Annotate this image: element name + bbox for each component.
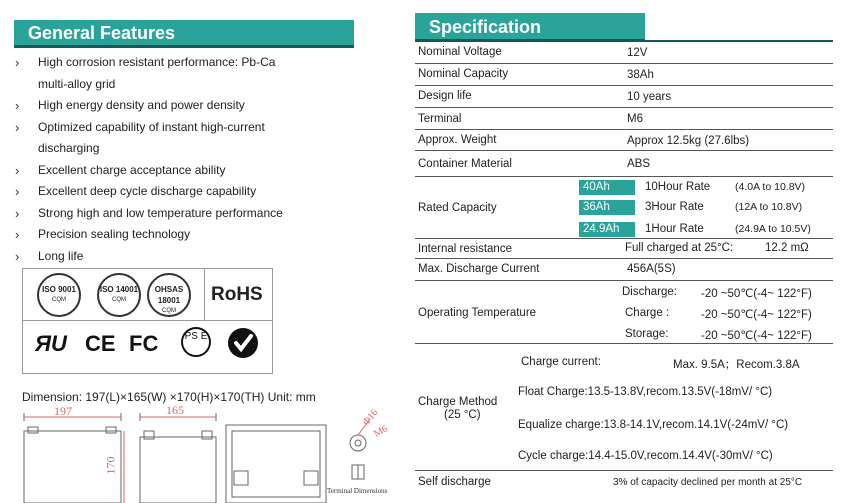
chevron-right-icon: › bbox=[15, 55, 20, 70]
spec-row-operating-temperature: Operating Temperature Discharge: -20 ~50℃(-4~ 122°F) Charge : -20 ~50℃(-4~ 122°F) Storage: -20 ~50℃(-4~ 122°F) bbox=[415, 281, 833, 344]
feature-item: › Precision sealing technology bbox=[12, 224, 322, 246]
chevron-right-icon: › bbox=[15, 205, 20, 221]
fcc-mark-icon: FC bbox=[129, 331, 159, 356]
general-features-header bbox=[14, 20, 354, 48]
chevron-right-icon: › bbox=[15, 119, 20, 135]
certification-box bbox=[22, 268, 273, 374]
spec-row-container: Container Material ABS bbox=[415, 151, 833, 177]
ul-mark-icon: ЯU bbox=[35, 331, 67, 356]
pse-mark-icon: PS E bbox=[181, 327, 211, 357]
dimension-caption: Dimension: 197(L)×165(W) ×170(H)×170(TH) Unit: mm bbox=[22, 390, 316, 404]
general-features-title: General Features bbox=[28, 23, 176, 43]
feature-item: › High energy density and power density bbox=[12, 95, 322, 117]
height-dimension: 170 bbox=[103, 456, 118, 475]
certification-row-top bbox=[23, 269, 272, 321]
capacity-chip: 40Ah bbox=[579, 180, 635, 195]
terminal-dimensions-label: Terminal Dimensions bbox=[327, 487, 388, 495]
iso-14001-seal-icon: ISO 14001 CQM bbox=[97, 273, 141, 317]
terminal-diameter: Φ16 bbox=[360, 407, 381, 428]
spec-row-design-life: Design life 10 years bbox=[415, 86, 833, 108]
spec-row-nominal-voltage: Nominal Voltage 12V bbox=[415, 42, 833, 64]
spec-row-internal-resistance: Internal resistance Full charged at 25°C: 12.2 mΩ bbox=[415, 239, 833, 259]
chevron-right-icon: › bbox=[15, 98, 20, 113]
iso-9001-seal-icon: ISO 9001 CQM bbox=[37, 273, 81, 317]
feature-item: › Excellent charge acceptance ability bbox=[12, 160, 322, 182]
ce-mark-icon: CE bbox=[85, 331, 116, 356]
ohsas-18001-seal-icon: OHSAS 18001 CQM bbox=[147, 273, 191, 317]
features-list bbox=[12, 52, 322, 267]
spec-row-charge-method: Charge Method (25 °C) Charge current: Max. 9.5A；Recom.3.8A Float Charge:13.5-13.8V,recom.13.5V(-18mV/ °C) Equalize charge:13.8-14.1V,recom.14.1V(-24mV/ °C) Cycle charge:14.4-15.0V,recom.14.4V(-30mV/ °C) bbox=[415, 344, 833, 471]
rohs-logo: RoHS bbox=[211, 284, 263, 305]
spec-row-terminal: Terminal M6 bbox=[415, 108, 833, 130]
chevron-right-icon: › bbox=[15, 184, 20, 199]
spec-row-rated-capacity: Rated Capacity 40Ah 10Hour Rate (4.0A to 10.8V) 36Ah 3Hour Rate (12A to 10.8V) 24.9Ah 1Hour Rate (24.9A to 10.5V) bbox=[415, 177, 833, 239]
feature-item: › High corrosion resistant performance: Pb-Ca bbox=[12, 52, 322, 74]
spec-row-max-discharge: Max. Discharge Current 456A(5S) bbox=[415, 259, 833, 281]
capacity-chip: 24.9Ah bbox=[579, 222, 635, 237]
chevron-right-icon: › bbox=[15, 227, 20, 242]
spec-row-self-discharge: Self discharge 3% of capacity declined per month at 25°C bbox=[418, 476, 803, 488]
spec-row-weight: Approx. Weight Approx 12.5kg (27.6lbs) bbox=[415, 130, 833, 151]
capacity-chip: 36Ah bbox=[579, 200, 635, 215]
feature-item: › Long life bbox=[12, 246, 322, 268]
chevron-right-icon: › bbox=[15, 248, 20, 264]
terminal-bolt-size: M6 bbox=[372, 423, 390, 440]
feature-item: › Optimized capability of instant high-current bbox=[12, 117, 322, 139]
feature-item: › Excellent deep cycle discharge capability bbox=[12, 181, 322, 203]
compliance-check-icon bbox=[227, 327, 259, 359]
certification-divider bbox=[204, 269, 205, 321]
specification-title: Specification bbox=[429, 17, 542, 37]
chevron-right-icon: › bbox=[15, 162, 20, 178]
feature-item-continued: multi-alloy grid bbox=[38, 76, 116, 91]
feature-item: › Strong high and low temperature performance bbox=[12, 203, 322, 225]
length-dimension: 197 bbox=[54, 404, 72, 418]
specification-header bbox=[415, 13, 645, 42]
spec-row-nominal-capacity: Nominal Capacity 38Ah bbox=[415, 64, 833, 86]
feature-item-continued: discharging bbox=[38, 141, 100, 155]
width-dimension: 165 bbox=[166, 403, 184, 417]
